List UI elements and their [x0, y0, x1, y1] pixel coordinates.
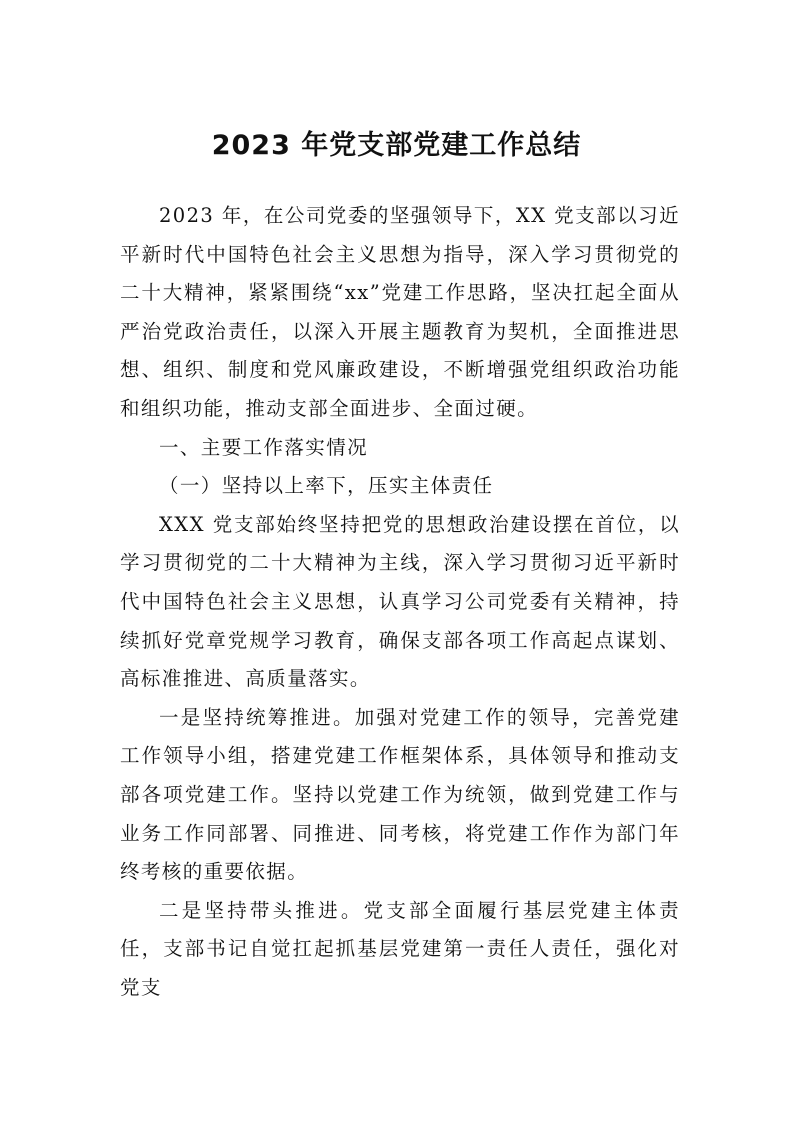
body-paragraph: XXX 党支部始终坚持把党的思想政治建设摆在首位，以学习贯彻党的二十大精神为主线，深入学习贯彻习近平新时代中国特色社会主义思想，认真学习公司党委有关精神，持续抓好党章党规学习教育，确保支部各项工作高起点谋划、高标准推进、高质量落实。: [120, 512, 680, 691]
subsection-heading: （一）坚持以上率下，压实主体责任: [159, 474, 494, 498]
intro-paragraph: 2023 年，在公司党委的坚强领导下，XX 党支部以习近平新时代中国特色社会主义思想为指导，深入学习贯彻党的二十大精神，紧紧围绕“xx”党建工作思路，坚决扛起全面从严治党政治责任，以深入开展主题教育为契机，全面推进思想、组织、制度和党风廉政建设，不断增强党组织政治功能和组织功能，推动支部全面进步、全面过硬。: [120, 204, 680, 420]
section-heading: 一、主要工作落实情况: [159, 435, 369, 459]
document-title: 2023 年党支部党建工作总结: [211, 130, 582, 161]
document-body: [120, 197, 680, 1007]
body-paragraph: 二是坚持带头推进。党支部全面履行基层党建主体责任，支部书记自觉扛起抓基层党建第一责任人责任，强化对党支: [120, 898, 680, 999]
body-paragraph: 一是坚持统筹推进。加强对党建工作的领导，完善党建工作领导小组，搭建党建工作框架体系，具体领导和推动支部各项党建工作。坚持以党建工作为统领，做到党建工作与业务工作同部署、同推进、同考核，将党建工作作为部门年终考核的重要依据。: [120, 705, 680, 884]
